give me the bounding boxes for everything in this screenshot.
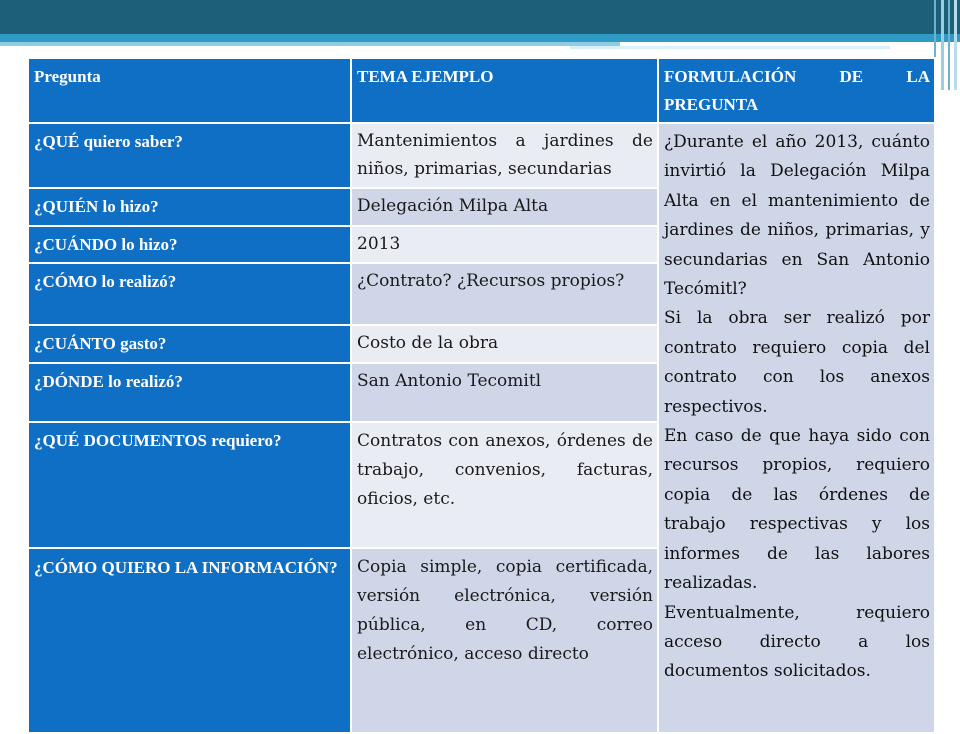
question-cell: ¿DÓNDE lo realizó? [28,363,351,422]
header-tema: TEMA EJEMPLO [351,58,658,123]
tema-cell: Costo de la obra [351,325,658,363]
top-stripe-faint [570,46,890,49]
tema-cell: Contratos con anexos, órdenes de trabajo, convenios, facturas, oficios, etc. [351,422,658,548]
top-stripe [0,34,960,42]
header-formulacion [658,58,935,123]
question-cell: ¿CÓMO lo realizó? [28,263,351,325]
question-cell: ¿CUÁNTO gasto? [28,325,351,363]
corner-bar [954,0,957,90]
table-row [28,123,935,188]
tema-cell: Delegación Milpa Alta [351,188,658,226]
corner-bar [941,0,944,90]
tema-cell: Copia simple, copia certificada, versión electrónica, versión pública, en CD, correo electrónico, acceso directo [351,548,658,733]
formulacion-paragraph: En caso de que haya sido con recursos propios, requiero copia de las órdenes de trabajo respectivas y los informes de las labores realizadas. [664,426,930,594]
question-cell: ¿CÓMO QUIERO LA INFORMACIÓN? [28,548,351,733]
question-cell: ¿QUÉ quiero saber? [28,123,351,188]
tema-cell: San Antonio Tecomitl [351,363,658,422]
question-table [27,57,936,734]
question-cell: ¿QUÉ DOCUMENTOS requiero? [28,422,351,548]
corner-bar [948,0,950,90]
tema-cell: ¿Contrato? ¿Recursos propios? [351,263,658,325]
question-cell: ¿CUÁNDO lo hizo? [28,226,351,264]
tema-cell: Mantenimientos a jardines de niños, primarias, secundarias [351,123,658,188]
table-header-row [28,58,935,123]
formulacion-cell [658,123,935,733]
header-pregunta: Pregunta [28,58,351,123]
top-stripe-light [0,42,620,46]
formulacion-paragraph: ¿Durante el año 2013, cuánto invirtió la Delegación Milpa Alta en el mantenimiento de jardines de niños, primarias, y secundarias en San Antonio Tecómitl? [664,132,930,300]
question-cell: ¿QUIÉN lo hizo? [28,188,351,226]
formulacion-paragraph: Si la obra ser realizó por contrato requiero copia del contrato con los anexos respectivos. [664,308,930,417]
header-formulacion-text: FORMULACIÓN DE LA PREGUNTA [664,67,930,114]
top-banner [0,0,960,34]
formulacion-paragraph: Eventualmente, requiero acceso directo a los documentos solicitados. [664,602,930,682]
tema-cell: 2013 [351,226,658,264]
